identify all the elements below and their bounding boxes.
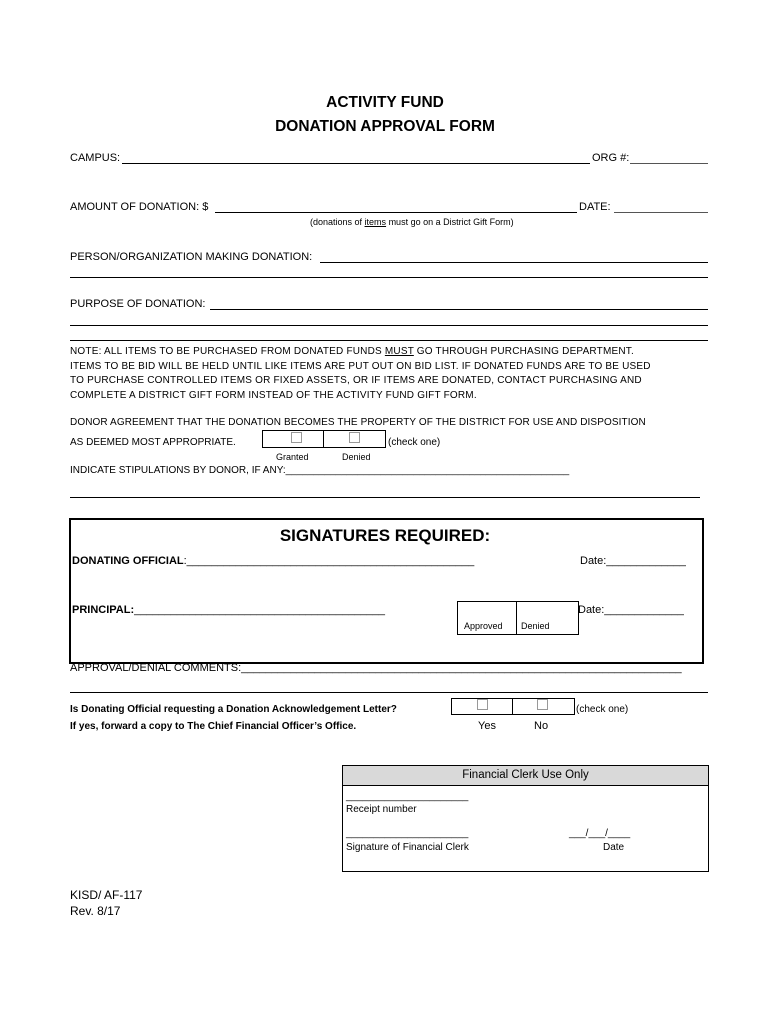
- clerk-signature-label: Signature of Financial Clerk: [346, 842, 469, 853]
- ack-question: Is Donating Official requesting a Donation Acknowledgement Letter?: [70, 704, 397, 715]
- no-checkbox[interactable]: [537, 699, 548, 710]
- date-label: DATE:: [579, 201, 611, 213]
- granted-label: Granted: [276, 452, 309, 462]
- no-label: No: [534, 720, 549, 732]
- granted-checkbox[interactable]: [291, 432, 302, 443]
- date-field[interactable]: [614, 212, 708, 213]
- ack-checkbox-group: [451, 698, 575, 715]
- approved-label: Approved: [464, 621, 503, 631]
- purchasing-note: NOTE: ALL ITEMS TO BE PURCHASED FROM DONATED FUNDS MUST GO THROUGH PURCHASING DEPARTMENT. ITEMS TO BE BID WILL BE HELD UNTIL LIKE ITEMS ARE PUT OUT ON BID LIST. IF DONATED FUNDS ARE TO BE USED TO PURCHASE CONTROLLED ITEMS OR FIXED ASSETS, OR IF ITEMS ARE DONATED, CONTACT PURCHASING AND COMPLETE A DISTRICT GIFT FORM INSTEAD OF THE ACTIVITY FUND GIFT FORM.: [70, 346, 651, 401]
- amount-field[interactable]: [215, 212, 577, 213]
- principal-field[interactable]: PRINCIPAL:_________________________________________: [72, 604, 385, 616]
- form-title-line2: DONATION APPROVAL FORM: [275, 118, 495, 135]
- form-title-line1: ACTIVITY FUND: [326, 94, 444, 111]
- org-field[interactable]: [630, 163, 708, 164]
- clerk-date-label: Date: [603, 842, 625, 853]
- amount-label: AMOUNT OF DONATION: $: [70, 201, 209, 213]
- purpose-field-line3[interactable]: [70, 340, 708, 341]
- check-one-label: (check one): [388, 437, 441, 448]
- stipulations-line[interactable]: [70, 497, 700, 498]
- donation-note: (donations of items must go on a District Gift Form): [310, 217, 514, 227]
- donating-official-date[interactable]: Date:_____________: [580, 555, 686, 567]
- person-label: PERSON/ORGANIZATION MAKING DONATION:: [70, 251, 313, 263]
- denied-label-2: Denied: [521, 621, 550, 631]
- agreement-checkbox-group: [262, 430, 386, 448]
- person-field[interactable]: [320, 262, 708, 263]
- denied-label: Denied: [342, 452, 371, 462]
- form-id: KISD/ AF-117: [70, 888, 143, 902]
- principal-approval-box: [457, 601, 579, 635]
- financial-clerk-heading: Financial Clerk Use Only: [343, 766, 708, 786]
- yes-label: Yes: [478, 720, 496, 732]
- campus-field[interactable]: [122, 163, 590, 164]
- yes-checkbox[interactable]: [477, 699, 488, 710]
- clerk-signature-field[interactable]: ______________________: [346, 828, 469, 839]
- financial-clerk-box: [342, 765, 709, 872]
- clerk-date-field[interactable]: ___/___/____: [569, 828, 631, 839]
- purpose-field-line2[interactable]: [70, 325, 708, 326]
- receipt-number-label: Receipt number: [346, 804, 417, 815]
- purpose-label: PURPOSE OF DONATION:: [70, 298, 206, 310]
- donating-official-field[interactable]: DONATING OFFICIAL:_______________________________________________: [72, 555, 475, 567]
- stipulations-field[interactable]: INDICATE STIPULATIONS BY DONOR, IF ANY:___________________________________________________: [70, 465, 570, 476]
- ack-check-one-label: (check one): [576, 704, 629, 715]
- donor-agreement-text-2: AS DEEMED MOST APPROPRIATE.: [70, 437, 236, 448]
- approval-comments-field[interactable]: APPROVAL/DENIAL COMMENTS:________________________________________________________________________: [70, 662, 682, 674]
- purpose-field[interactable]: [210, 309, 708, 310]
- ack-forward-note: If yes, forward a copy to The Chief Financial Officer’s Office.: [70, 721, 357, 732]
- person-field-line2[interactable]: [70, 277, 708, 278]
- donor-agreement-text: DONOR AGREEMENT THAT THE DONATION BECOMES THE PROPERTY OF THE DISTRICT FOR USE AND DISPOSITION: [70, 417, 646, 428]
- signatures-heading: SIGNATURES REQUIRED:: [279, 526, 491, 545]
- campus-label: CAMPUS:: [70, 152, 121, 164]
- comments-line[interactable]: [70, 692, 708, 693]
- org-label: ORG #:: [592, 152, 630, 164]
- denied-checkbox[interactable]: [349, 432, 360, 443]
- form-revision: Rev. 8/17: [70, 904, 121, 918]
- principal-date[interactable]: Date:_____________: [578, 604, 684, 616]
- receipt-number-field[interactable]: ______________________: [346, 791, 469, 802]
